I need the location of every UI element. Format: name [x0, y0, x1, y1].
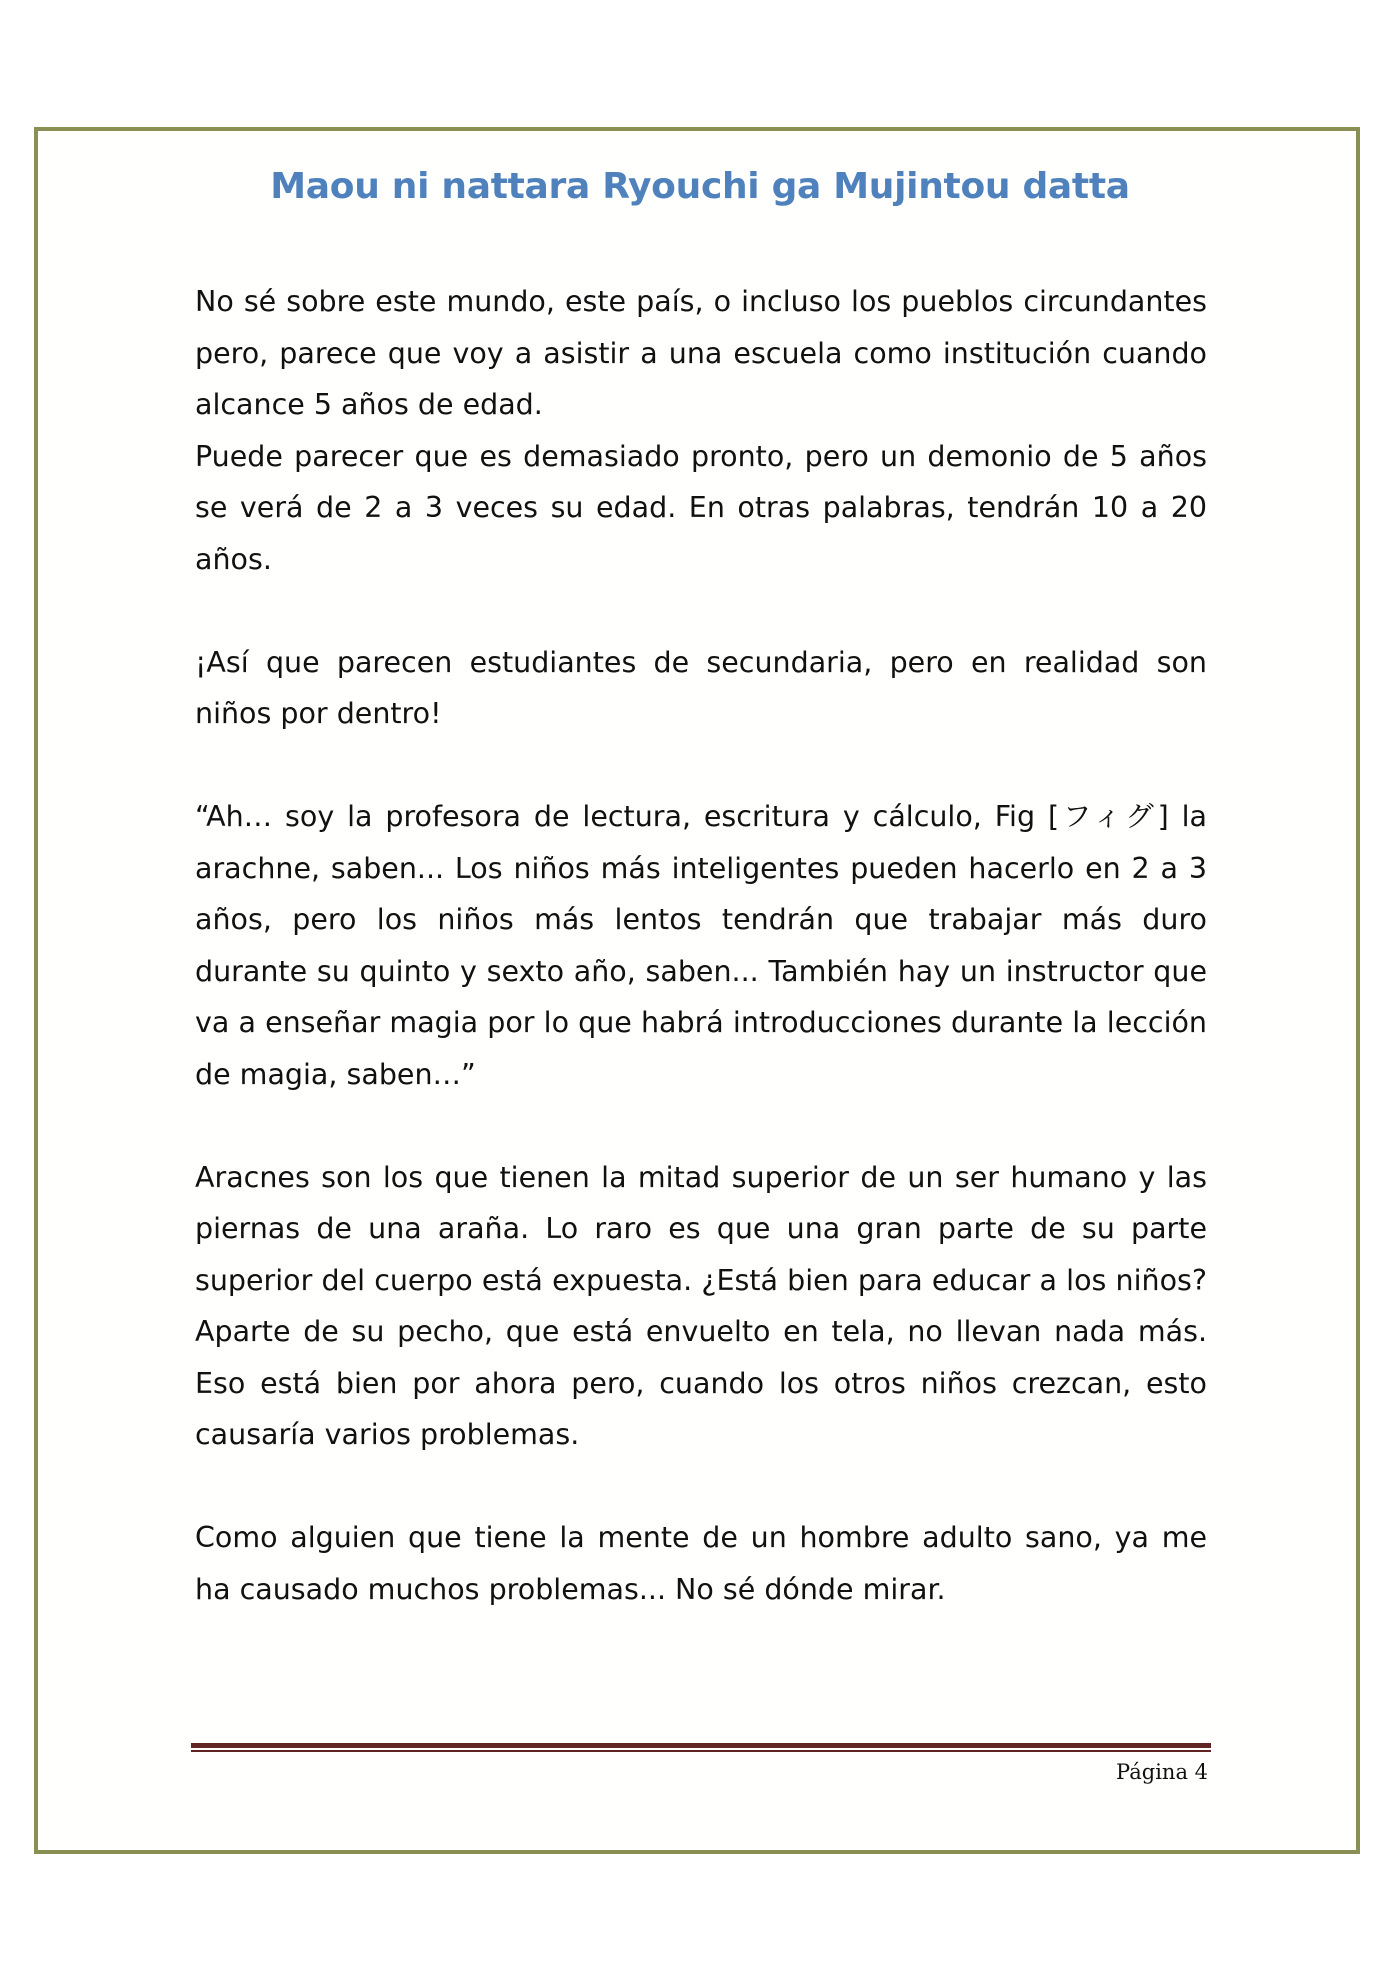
paragraph-6: Como alguien que tiene la mente de un hombre adulto sano, ya me ha causado muchos problemas... No sé dónde mirar.	[195, 1521, 1207, 1606]
paragraph-gap	[195, 1461, 1207, 1513]
footer-rule	[191, 1743, 1211, 1753]
paragraph-5: Aracnes son los que tienen la mitad superior de un ser humano y las piernas de una araña. Lo raro es que una gran parte de su parte superior del cuerpo está expuesta. ¿Está bien para educar a los niños? Aparte de su pecho, que está envuelto en tela, no llevan nada más. Eso está bien por ahora pero, cuando los otros niños crezcan, esto causaría varios problemas.	[195, 1160, 1207, 1451]
paragraph-3: ¡Así que parecen estudiantes de secundaria, pero en realidad son niños por dentro!	[195, 645, 1207, 730]
footer-rule-thin	[191, 1750, 1211, 1752]
paragraph-gap	[195, 585, 1207, 637]
document-body	[195, 276, 1207, 1615]
paragraph-gap	[195, 740, 1207, 792]
paragraph-2: Puede parecer que es demasiado pronto, pero un demonio de 5 años se verá de 2 a 3 veces su edad. En otras palabras, tendrán 10 a 20 años.	[195, 439, 1207, 576]
document-title: Maou ni nattara Ryouchi ga Mujintou datta	[270, 166, 1130, 207]
page-number: Página 4	[1116, 1760, 1208, 1784]
paragraph-1: No sé sobre este mundo, este país, o incluso los pueblos circundantes pero, parece que voy a asistir a una escuela como institución cuando alcance 5 años de edad.	[195, 285, 1207, 421]
paragraph-4: “Ah… soy la profesora de lectura, escritura y cálculo, Fig [フィグ] la arachne, saben... Los niños más inteligentes pueden hacerlo en 2 a 3 años, pero los niños más lentos tendrán que trabajar más duro durante su quinto y sexto año, saben... También hay un instructor que va a enseñar magia por lo que habrá introducciones durante la lección de magia, saben…”	[195, 800, 1207, 1091]
paragraph-gap	[195, 1100, 1207, 1152]
footer-rule-thick	[191, 1743, 1211, 1748]
